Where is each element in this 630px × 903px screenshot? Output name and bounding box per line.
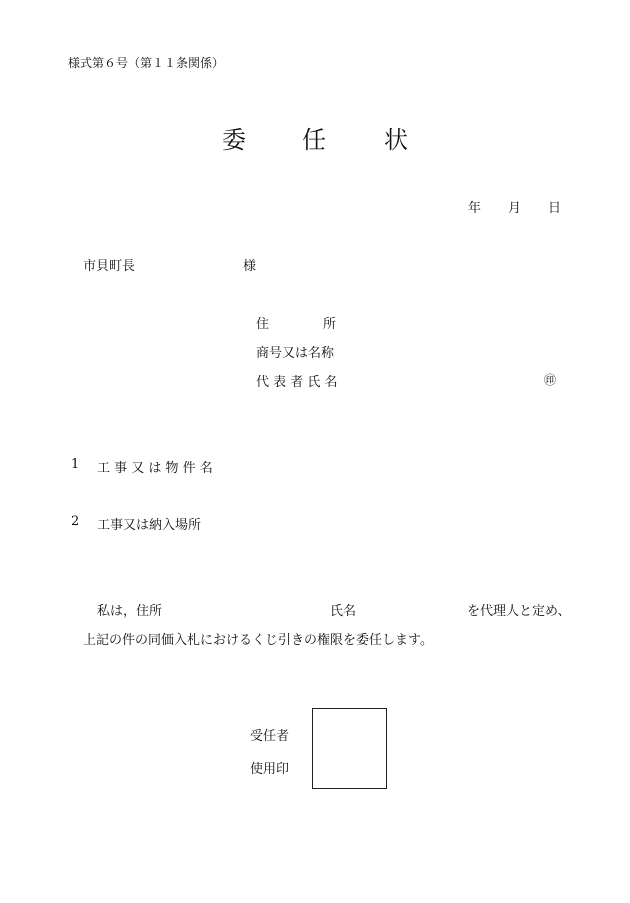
representative-label: 代 表 者 氏 名 [256, 375, 338, 390]
title-char-3: 状 [384, 126, 408, 154]
statement-address: 私は，住所 [97, 604, 163, 619]
seal-box [312, 708, 387, 789]
company-label: 商号又は名称 [256, 346, 335, 361]
addressee-name: 市貝町長 [83, 259, 136, 274]
address-label-1: 住 [256, 317, 270, 332]
seal-label: 使用印 [250, 762, 290, 777]
addressee-honorific: 様 [243, 259, 257, 274]
title-char-1: 委 [222, 126, 246, 154]
title-char-2: 任 [302, 126, 326, 154]
seal-mark: ㊞ [544, 373, 557, 387]
date-year: 年 [468, 201, 482, 216]
address-label-2: 所 [323, 317, 337, 332]
date-month: 月 [508, 201, 522, 216]
item-label: 工事又は納入場所 [97, 518, 202, 533]
statement-authority: 上記の件の同価入札におけるくじ引きの権限を委任します。 [83, 633, 433, 648]
delegate-label: 受任者 [250, 729, 290, 744]
statement-appoint: を代理人と定め、 [467, 604, 571, 619]
item-number: 1 [71, 457, 80, 472]
date-day: 日 [548, 201, 562, 216]
item-number: 2 [71, 514, 80, 529]
item-label: 工 事 又 は 物 件 名 [97, 461, 213, 476]
statement-name: 氏名 [330, 604, 357, 619]
form-label: 様式第６号（第１１条関係） [68, 56, 225, 70]
